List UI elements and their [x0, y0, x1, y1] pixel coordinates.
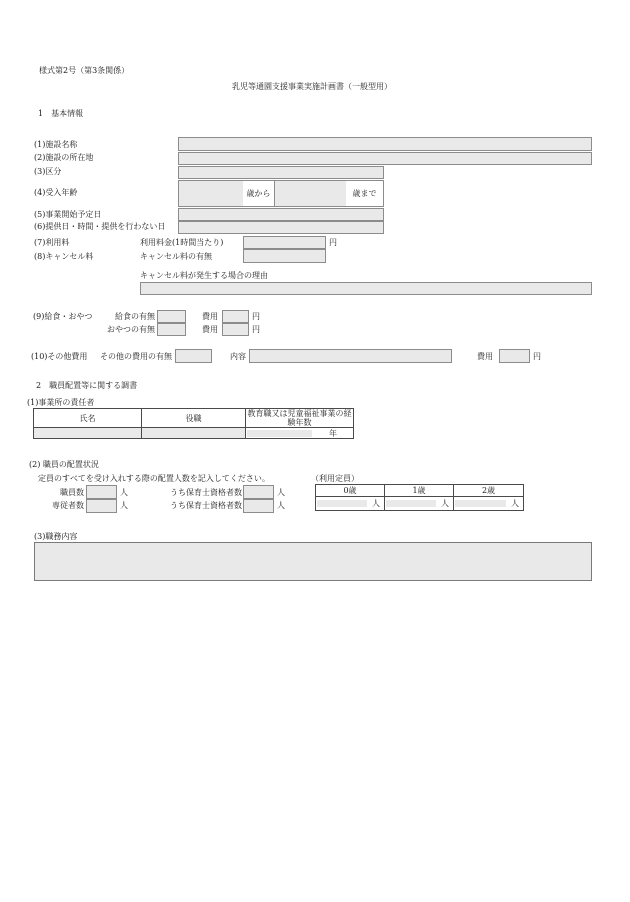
hourly-fee-unit: 円	[329, 238, 337, 247]
meal-cost-input[interactable]	[222, 310, 249, 323]
snack-cost-input[interactable]	[222, 323, 249, 336]
section1-heading: 1 基本情報	[38, 109, 84, 118]
capacity-age0-cell-wrap	[316, 497, 385, 511]
other-cost-content-input[interactable]	[249, 349, 452, 363]
staffing-instruction: 定員のすべてを受け入れする際の配置人数を記入してください。	[38, 474, 270, 483]
fulltime-qualified-unit: 人	[277, 501, 285, 510]
capacity-age1-cell-wrap	[385, 497, 454, 511]
manager-table	[33, 408, 354, 439]
other-cost-content-label: 内容	[230, 352, 246, 361]
manager-col-title: 役職	[142, 409, 246, 428]
capacity-table	[315, 484, 524, 511]
capacity-age2-unit: 人	[507, 499, 523, 508]
snack-presence-input[interactable]	[157, 323, 186, 336]
other-cost-label: (10)その他費用	[31, 352, 88, 361]
age-from-suffix: 歳から	[246, 189, 271, 198]
manager-col-experience: 教育職又は児童福祉事業の経験年数	[247, 409, 352, 427]
category-label: (3)区分	[34, 167, 62, 176]
start-date-label: (5)事業開始予定日	[34, 210, 102, 219]
capacity-age1-unit: 人	[437, 499, 453, 508]
manager-years-cell[interactable]	[247, 430, 312, 437]
facility-address-label: (2)施設の所在地	[34, 153, 94, 162]
snack-cost-unit: 円	[252, 325, 260, 334]
duties-textarea[interactable]	[34, 542, 592, 581]
fulltime-count-unit: 人	[120, 501, 128, 510]
staff-count-input[interactable]	[86, 485, 117, 499]
snack-presence-label: おやつの有無	[107, 325, 155, 334]
staff-count-unit: 人	[120, 488, 128, 497]
cancellation-reason-label: キャンセル料が発生する場合の理由	[140, 271, 268, 280]
manager-name-cell[interactable]	[34, 428, 142, 439]
form-code: 様式第2号（第3条関係）	[39, 66, 130, 75]
manager-title-cell[interactable]	[142, 428, 246, 439]
manager-col-name: 氏名	[34, 409, 142, 428]
capacity-col-age1: 1歳	[385, 485, 454, 497]
age-to-input[interactable]	[275, 181, 346, 206]
meal-presence-input[interactable]	[157, 310, 186, 323]
meals-label: (9)給食・おやつ	[33, 312, 93, 321]
start-date-input[interactable]	[178, 208, 384, 221]
facility-name-input[interactable]	[178, 137, 592, 151]
duties-heading: (3)職務内容	[34, 532, 78, 541]
manager-years-unit: 年	[313, 429, 353, 438]
capacity-age1-input[interactable]	[386, 500, 436, 507]
other-cost-amount-input[interactable]	[499, 349, 530, 363]
staff-childcare-qualified-input[interactable]	[243, 485, 274, 499]
page-title: 乳児等通園支援事業実施計画書（一般型用）	[232, 82, 392, 91]
cancellation-label: (8)キャンセル料	[34, 252, 94, 261]
cancellation-reason-input[interactable]	[140, 282, 592, 295]
section2-heading: 2 職員配置等に関する調書	[36, 381, 138, 390]
age-to-suffix: 歳まで	[352, 189, 377, 198]
manager-heading: (1)事業所の責任者	[27, 398, 95, 407]
other-cost-presence-input[interactable]	[175, 349, 212, 363]
capacity-label: （利用定員）	[311, 474, 359, 483]
age-range-label: (4)受入年齢	[34, 188, 78, 197]
fulltime-qualified-label: うち保育士資格者数	[170, 501, 242, 510]
other-cost-presence-label: その他の費用の有無	[100, 352, 172, 361]
category-input[interactable]	[178, 166, 384, 179]
capacity-age0-unit: 人	[368, 499, 384, 508]
hourly-fee-label: 利用料金(1時間当たり)	[140, 238, 224, 247]
cancellation-presence-label: キャンセル料の有無	[140, 252, 212, 261]
capacity-age0-input[interactable]	[317, 500, 367, 507]
meal-presence-label: 給食の有無	[115, 312, 155, 321]
schedule-label: (6)提供日・時間・提供を行わない日	[34, 222, 166, 231]
hourly-fee-input[interactable]	[243, 236, 326, 249]
facility-name-label: (1)施設名称	[34, 140, 78, 149]
manager-years-cell-wrap	[246, 428, 354, 439]
fulltime-childcare-qualified-input[interactable]	[243, 499, 274, 513]
fulltime-count-input[interactable]	[86, 499, 117, 513]
capacity-age2-input[interactable]	[455, 500, 506, 507]
schedule-input[interactable]	[178, 221, 384, 234]
other-cost-unit: 円	[533, 352, 541, 361]
staff-count-label: 職員数	[60, 488, 84, 497]
capacity-col-age2: 2歳	[454, 485, 524, 497]
facility-address-input[interactable]	[178, 152, 592, 165]
capacity-age2-cell-wrap	[454, 497, 524, 511]
age-from-input[interactable]	[179, 181, 243, 206]
staff-qualified-unit: 人	[277, 488, 285, 497]
usage-fee-label: (7)利用料	[34, 238, 70, 247]
meal-cost-unit: 円	[252, 312, 260, 321]
fulltime-count-label: 専従者数	[52, 501, 84, 510]
meal-cost-label: 費用	[202, 312, 218, 321]
staffing-heading: (2) 職員の配置状況	[29, 460, 99, 469]
capacity-col-age0: 0歳	[316, 485, 385, 497]
other-cost-fee-label: 費用	[477, 352, 493, 361]
age-range-box	[178, 180, 384, 207]
cancellation-presence-input[interactable]	[243, 249, 326, 263]
staff-qualified-label: うち保育士資格者数	[170, 488, 242, 497]
snack-cost-label: 費用	[202, 325, 218, 334]
